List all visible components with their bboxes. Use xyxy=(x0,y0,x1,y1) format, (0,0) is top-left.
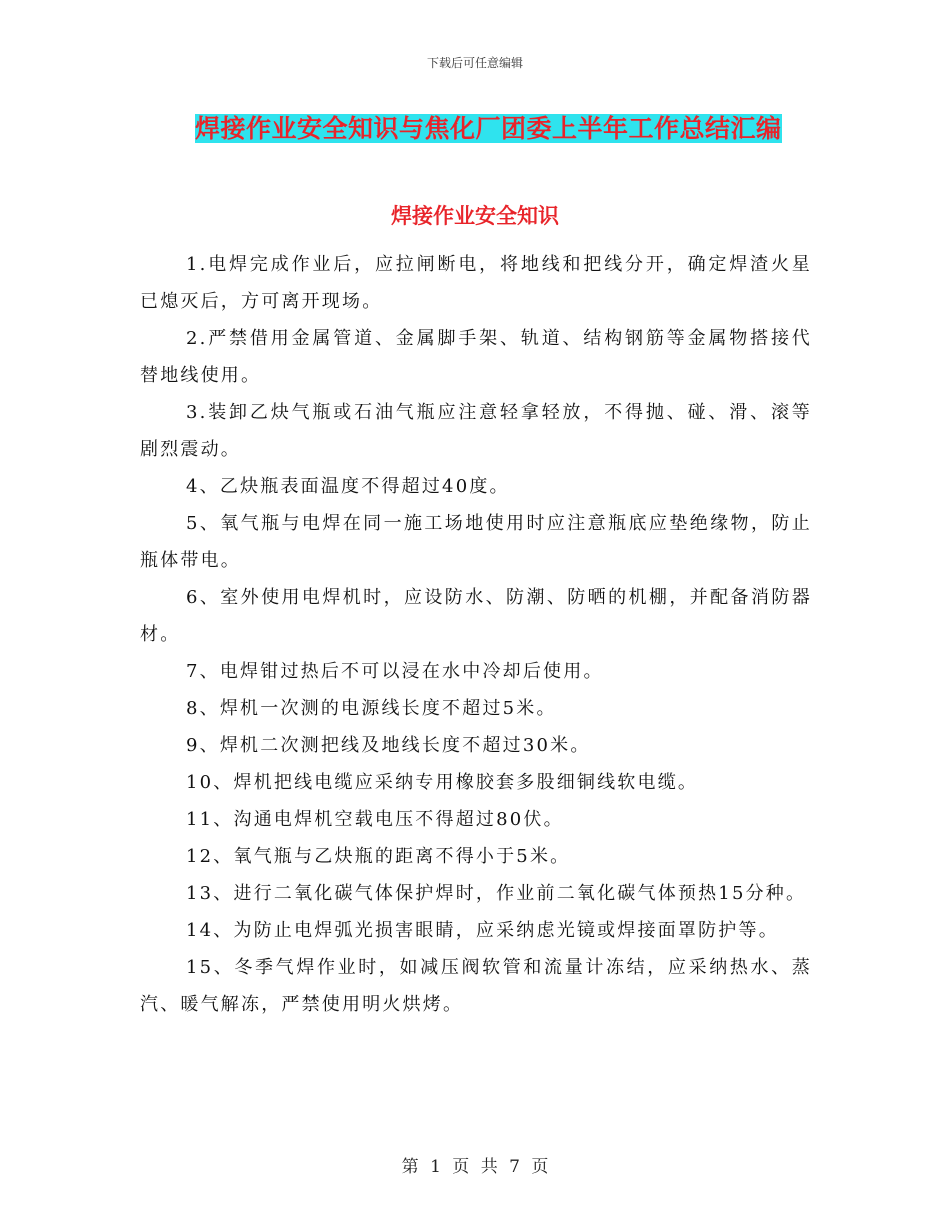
list-item: 12、氧气瓶与乙炔瓶的距离不得小于5米。 xyxy=(186,846,571,867)
list-item: 10、焊机把线电缆应采纳专用橡胶套多股细铜线软电缆。 xyxy=(186,772,699,793)
list-item: 14、为防止电焊弧光损害眼睛，应采纳虑光镜或焊接面罩防护等。 xyxy=(186,920,779,941)
list-item: 4、乙炔瓶表面温度不得超过40度。 xyxy=(186,476,510,497)
list-item: 15、冬季气焊作业时，如减压阀软管和流量计冻结，应采纳热水、蒸汽、暖气解冻，严禁使用明火烘烤。 xyxy=(140,957,812,1015)
list-item: 6、室外使用电焊机时，应设防水、防潮、防晒的机棚，并配备消防器材。 xyxy=(140,587,812,645)
list-item: 3.装卸乙炔气瓶或石油气瓶应注意轻拿轻放，不得抛、碰、滑、滚等剧烈震动。 xyxy=(140,402,812,460)
list-item: 11、沟通电焊机空载电压不得超过80伏。 xyxy=(186,809,564,830)
list-item: 2.严禁借用金属管道、金属脚手架、轨道、结构钢筋等金属物搭接代替地线使用。 xyxy=(140,328,812,386)
document-title xyxy=(195,112,803,146)
page-header-note: 下载后可任意编辑 xyxy=(426,56,523,70)
list-item: 5、氧气瓶与电焊在同一施工场地使用时应注意瓶底应垫绝缘物，防止瓶体带电。 xyxy=(140,513,812,571)
list-item: 9、焊机二次测把线及地线长度不超过30米。 xyxy=(186,735,591,756)
page-number: 第 1 页 共 7 页 xyxy=(401,1157,549,1177)
document-title-text: 焊接作业安全知识与焦化厂团委上半年工作总结汇编 xyxy=(195,114,782,143)
list-item: 13、进行二氧化碳气体保护焊时，作业前二氧化碳气体预热15分种。 xyxy=(186,883,807,904)
list-item: 7、电焊钳过热后不可以浸在水中冷却后使用。 xyxy=(186,661,604,682)
list-item: 8、焊机一次测的电源线长度不超过5米。 xyxy=(186,698,557,719)
document-body xyxy=(140,246,812,1023)
section-title: 焊接作业安全知识 xyxy=(391,204,559,228)
list-item: 1.电焊完成作业后，应拉闸断电，将地线和把线分开，确定焊渣火星已熄灭后，方可离开现场。 xyxy=(140,254,812,312)
